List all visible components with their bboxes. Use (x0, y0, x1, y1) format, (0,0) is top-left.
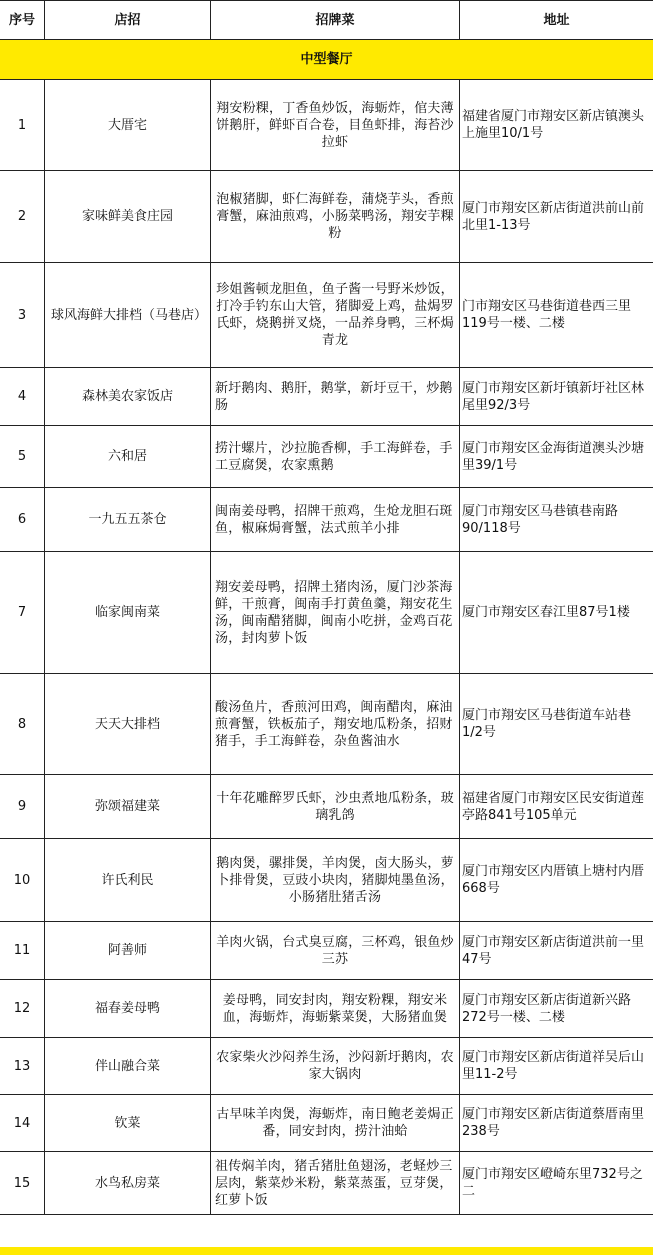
row-signature-dishes: 翔安姜母鸭，招牌土猪肉汤，厦门沙茶海鲜，干煎膏，闽南手打黄鱼羹，翔安花生汤，闽南醋猪脚，闽南小吃拼，金鸡百花汤，封肉萝卜饭 (211, 552, 460, 674)
row-shop-name: 天天大排档 (45, 674, 211, 775)
row-shop-name: 一九五五茶仓 (45, 488, 211, 552)
header-index: 序号 (0, 1, 45, 40)
table-row (0, 426, 653, 488)
row-index: 7 (0, 552, 45, 674)
table-row (0, 1152, 653, 1215)
row-index: 3 (0, 263, 45, 368)
row-index: 5 (0, 426, 45, 488)
row-address: 厦门市翔安区马巷街道车站巷1/2号 (460, 674, 653, 775)
row-index: 9 (0, 775, 45, 839)
row-signature-dishes: 农家柴火沙闷养生汤，沙闷新圩鹅肉，农家大锅肉 (211, 1038, 460, 1095)
row-address: 厦门市翔安区新店街道新兴路272号一楼、二楼 (460, 980, 653, 1038)
section-title: 中型餐厅 (0, 40, 653, 80)
row-address: 福建省厦门市翔安区民安街道莲亭路841号105单元 (460, 775, 653, 839)
row-address: 厦门市翔安区新店街道洪前一里47号 (460, 922, 653, 980)
row-shop-name: 福春姜母鸭 (45, 980, 211, 1038)
row-signature-dishes: 泡椒猪脚，虾仁海鲜卷，蒲烧芋头，香煎膏蟹，麻油煎鸡，小肠菜鸭汤，翔安芋粿粉 (211, 171, 460, 263)
row-index: 11 (0, 922, 45, 980)
row-shop-name: 伴山融合菜 (45, 1038, 211, 1095)
row-signature-dishes: 酸汤鱼片，香煎河田鸡，闽南醋肉，麻油煎膏蟹，铁板茄子，翔安地瓜粉条，招财猪手，手工海鲜卷，杂鱼酱油水 (211, 674, 460, 775)
row-address: 门市翔安区马巷街道巷西三里119号一楼、二楼 (460, 263, 653, 368)
row-signature-dishes: 新圩鹅肉、鹅肝，鹅掌，新圩豆干，炒鹅肠 (211, 368, 460, 426)
row-address: 厦门市翔安区新圩镇新圩社区林尾里92/3号 (460, 368, 653, 426)
row-shop-name: 临家闽南菜 (45, 552, 211, 674)
row-shop-name: 家味鲜美食庄园 (45, 171, 211, 263)
section-bar-next (0, 1247, 653, 1255)
row-index: 14 (0, 1095, 45, 1152)
header-signature-dishes: 招牌菜 (211, 1, 460, 40)
header-address: 地址 (460, 1, 653, 40)
table-row (0, 80, 653, 171)
row-shop-name: 阿善师 (45, 922, 211, 980)
row-address: 厦门市翔安区内厝镇上塘村内厝668号 (460, 839, 653, 922)
table-row (0, 263, 653, 368)
row-index: 13 (0, 1038, 45, 1095)
table-row (0, 980, 653, 1038)
row-index: 6 (0, 488, 45, 552)
table-row (0, 552, 653, 674)
row-shop-name: 弥颂福建菜 (45, 775, 211, 839)
row-address: 福建省厦门市翔安区新店镇澳头上施里10/1号 (460, 80, 653, 171)
row-shop-name: 水鸟私房菜 (45, 1152, 211, 1215)
row-signature-dishes: 捞汁螺片，沙拉脆香柳，手工海鲜卷，手工豆腐煲，农家熏鹅 (211, 426, 460, 488)
table-row (0, 1038, 653, 1095)
row-shop-name: 钦菜 (45, 1095, 211, 1152)
row-index: 1 (0, 80, 45, 171)
header-row (0, 1, 653, 40)
row-address: 厦门市翔安区新店街道蔡厝南里238号 (460, 1095, 653, 1152)
table-row (0, 922, 653, 980)
row-signature-dishes: 古早味羊肉煲，海蛎炸，南日鲍老姜焗正番，同安封肉，捞汁油蛤 (211, 1095, 460, 1152)
row-shop-name: 球风海鲜大排档（马巷店） (45, 263, 211, 368)
table-row (0, 488, 653, 552)
row-signature-dishes: 珍姐酱顿龙胆鱼，鱼子酱一号野米炒饭，打冷手钓东山大管，猪脚爱上鸡，盐焗罗氏虾，烧鹅拼叉烧，一品养身鸭，三杯焗青龙 (211, 263, 460, 368)
table-row (0, 1095, 653, 1152)
table-row (0, 775, 653, 839)
row-index: 12 (0, 980, 45, 1038)
row-signature-dishes: 鹅肉煲，骡排煲，羊肉煲，卤大肠头，萝卜排骨煲，豆豉小块肉，猪脚炖墨鱼汤，小肠猪肚猪舌汤 (211, 839, 460, 922)
row-address: 厦门市翔安区金海街道澳头沙塘里39/1号 (460, 426, 653, 488)
row-signature-dishes: 翔安粉粿，丁香鱼炒饭，海蛎炸，倌夫薄饼鹅肝，鲜虾百合卷，目鱼虾排，海苔沙拉虾 (211, 80, 460, 171)
row-address: 厦门市翔安区新店街道祥吴后山里11-2号 (460, 1038, 653, 1095)
row-index: 10 (0, 839, 45, 922)
row-shop-name: 大厝宅 (45, 80, 211, 171)
row-address: 厦门市翔安区嶝崎东里732号之二 (460, 1152, 653, 1215)
section-row (0, 40, 653, 80)
row-index: 15 (0, 1152, 45, 1215)
row-index: 8 (0, 674, 45, 775)
row-shop-name: 六和居 (45, 426, 211, 488)
row-shop-name: 许氏利民 (45, 839, 211, 922)
table-row (0, 674, 653, 775)
row-signature-dishes: 姜母鸭，同安封肉，翔安粉粿，翔安米血，海蛎炸，海蛎紫菜煲，大肠猪血煲 (211, 980, 460, 1038)
table-row (0, 171, 653, 263)
row-index: 4 (0, 368, 45, 426)
row-signature-dishes: 祖传焖羊肉，猪舌猪肚鱼翅汤，老蛏炒三层肉，紫菜炒米粉，紫菜蒸蛋，豆芽煲，红萝卜饭 (211, 1152, 460, 1215)
row-signature-dishes: 羊肉火锅，台式臭豆腐，三杯鸡，银鱼炒三苏 (211, 922, 460, 980)
row-signature-dishes: 闽南姜母鸭，招牌干煎鸡，生炝龙胆石斑鱼，椒麻焗膏蟹，法式煎羊小排 (211, 488, 460, 552)
table-row (0, 839, 653, 922)
row-address: 厦门市翔安区新店街道洪前山前北里1-13号 (460, 171, 653, 263)
row-shop-name: 森林美农家饭店 (45, 368, 211, 426)
row-index: 2 (0, 171, 45, 263)
header-shop-name: 店招 (45, 1, 211, 40)
row-address: 厦门市翔安区马巷镇巷南路90/118号 (460, 488, 653, 552)
table-row (0, 368, 653, 426)
row-address: 厦门市翔安区春江里87号1楼 (460, 552, 653, 674)
row-signature-dishes: 十年花雕醉罗氏虾，沙虫煮地瓜粉条，玻璃乳鸽 (211, 775, 460, 839)
